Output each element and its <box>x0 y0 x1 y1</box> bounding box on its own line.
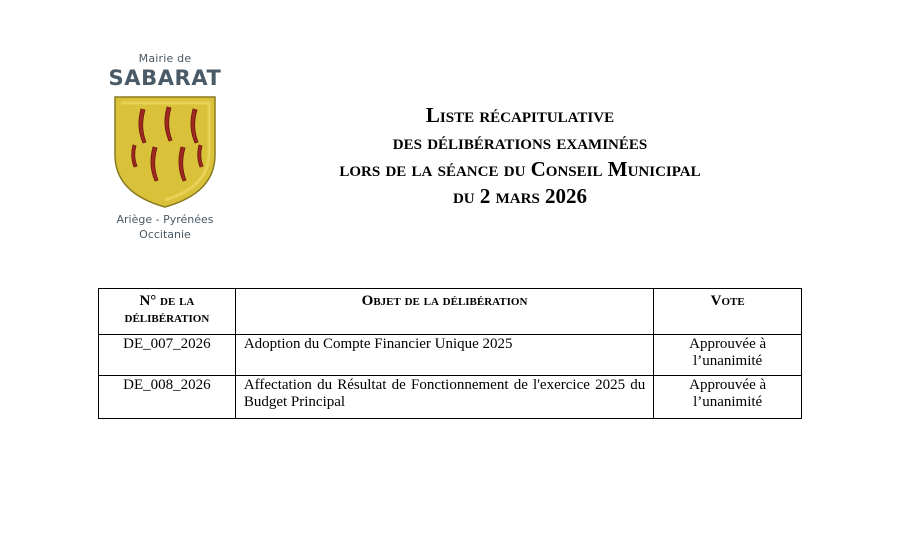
row-vote: Approuvée à l’unanimité <box>654 376 802 419</box>
coat-of-arms-icon <box>113 95 217 209</box>
logo-mairie-label: Mairie de <box>138 52 192 65</box>
header-num <box>99 289 236 335</box>
table-row <box>99 335 802 376</box>
title-line-3: lors de la séance du Conseil Municipal <box>339 157 701 181</box>
header-objet: Objet de la délibération <box>235 289 653 335</box>
table-header-row <box>99 289 802 335</box>
title-line-1: Liste récapitulative <box>425 103 615 127</box>
row-objet: Affectation du Résultat de Fonctionnement de l'exercice 2025 du Budget Principal <box>235 376 653 419</box>
row-objet: Adoption du Compte Financier Unique 2025 <box>235 335 653 376</box>
row-num: DE_007_2026 <box>99 335 236 376</box>
deliberations-table <box>98 288 802 419</box>
row-num: DE_008_2026 <box>99 376 236 419</box>
header-num-line2: délibération <box>124 310 210 326</box>
header-vote: Vote <box>654 289 802 335</box>
row-vote: Approuvée à l’unanimité <box>654 335 802 376</box>
document-title <box>250 102 790 210</box>
title-line-4: du 2 mars 2026 <box>452 184 588 208</box>
header-num-line1: N° de la <box>139 293 195 309</box>
municipal-logo <box>106 52 224 242</box>
logo-region-line2: Occitanie <box>139 228 191 241</box>
logo-region-line1: Ariège - Pyrénées <box>116 213 214 226</box>
logo-town-name: SABARAT <box>108 66 222 90</box>
table-row <box>99 376 802 419</box>
title-line-2: des délibérations examinées <box>392 130 648 154</box>
